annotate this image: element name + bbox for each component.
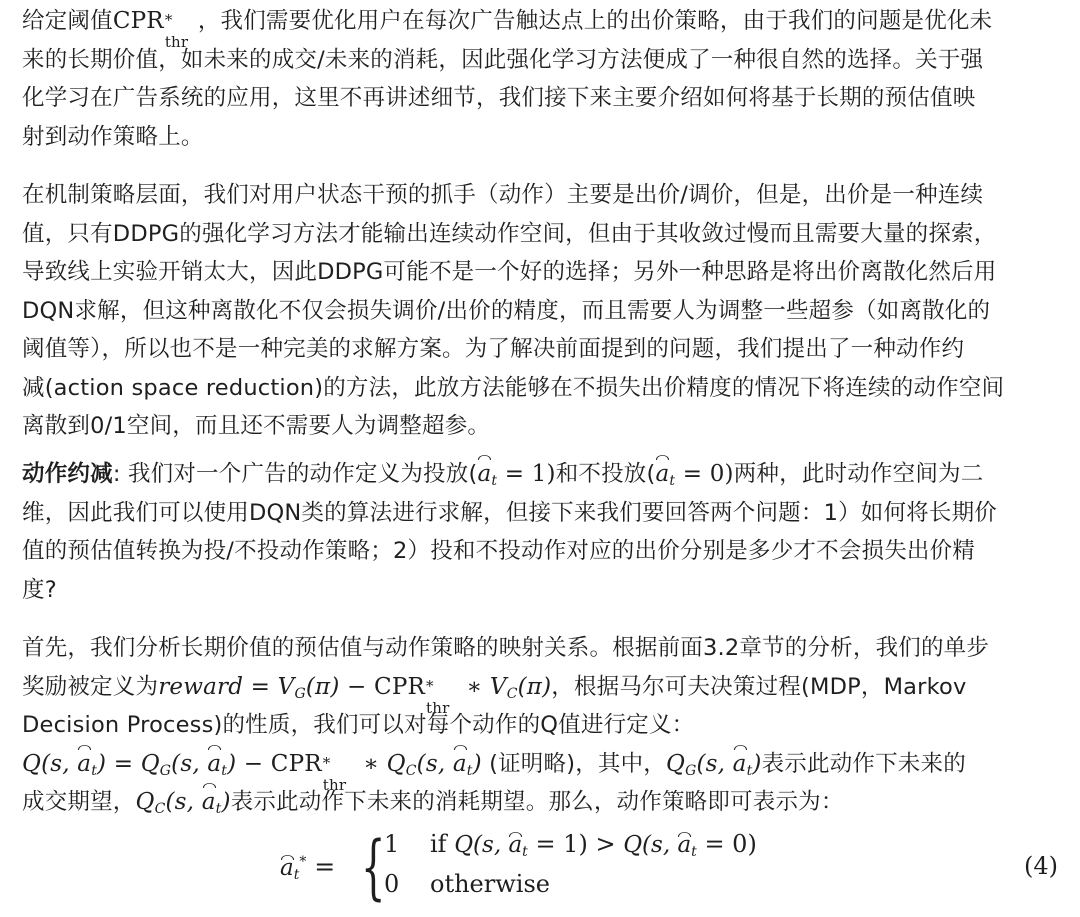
text-line: 离散到0/1空间，而且还不需要人为调整超参。: [22, 413, 491, 439]
equation-lhs: $a_t^*$ =: [280, 852, 336, 883]
text-line: 射到动作策略上。: [22, 123, 204, 150]
text-line: DQN求解，但这种离散化不仅会损失调价/出价的精度，而且需要人为调整一些超参（如离散化的: [22, 297, 991, 324]
math-a-hat: a: [655, 455, 669, 494]
text-line: 减(action space reduction)的方法，此放方法能够在不损失出价精度的情况下将连续的动作空间: [22, 374, 1005, 401]
text-line: 首先，我们分析长期价值的预估值与动作策略的映射关系。根据前面3.2章节的分析，我们的单步: [22, 635, 990, 661]
text-line: 值的预估值转换为投/不投动作策略；2）投和不投动作对应的出价分别是多少才不会损失出价精: [22, 538, 975, 564]
equation-number: (4): [1024, 852, 1058, 880]
text-line: 度?: [22, 576, 57, 603]
paragraph-action-reduction: [22, 455, 997, 609]
cases-brace: {: [361, 826, 386, 908]
paragraph-analysis: [22, 629, 989, 822]
text-line: 导致线上实验开销太大，因此DDPG可能不是一个好的选择；另外一种思路是将出价离散化然后用: [22, 259, 997, 285]
display-equation: [22, 822, 1062, 912]
text-span: 给定阈值: [22, 8, 113, 34]
math-a-hat: a: [477, 455, 491, 494]
text-line: Decision Process)的性质，我们可以对每个动作的Q值进行定义：: [22, 712, 695, 738]
bold-term: 动作约减: [22, 461, 113, 487]
text-line: 阈值等），所以也不是一种完美的求解方案。为了解决前面提到的问题，我们提出了一种动作约: [22, 336, 965, 362]
text-span: ，我们需要优化用户在每次广告触达点上的出价策略，由于我们的问题是优化未: [197, 8, 993, 34]
text-line: 来的长期价值，如未来的成交/未来的消耗，因此强化学习方法便成了一种很自然的选择。关于强: [22, 46, 984, 73]
text-line: 动作约减: 我们对一个广告的动作定义为投放$(a_t = 1)$和不投放$(a_t = 0)$两种，此时动作空间为二: [22, 455, 997, 494]
math-reward: reward: [158, 673, 244, 700]
text-line: 成交期望，$Q_C(s$, $a_t$)表示此动作下未来的消耗期望。那么，动作策略即可表示为：: [22, 783, 989, 822]
math-cpr: CPR * thr: [112, 8, 189, 51]
text-line: 值，只有DDPG的强化学习方法才能输出连续动作空间，但由于其收敛过慢而且需要大量的探索，: [22, 220, 997, 247]
text-line: [22, 2, 993, 51]
case-one: 1 if Q(s, $a_t = 1) > Q(s$, $a_t = 0$): [384, 830, 757, 860]
paragraph-intro: [22, 2, 992, 156]
text-line: 奖励被定义为reward = $V_G(\pi)$ − CPR * thr ∗ $V_C(\pi)$，根据马尔可夫决策过程(MDP，Markov: [22, 673, 967, 717]
case-two: 0 otherwise: [384, 870, 550, 898]
paragraph-mechanism: [22, 176, 1004, 446]
text-line: 在机制策略层面，我们对用户状态干预的抓手（动作）主要是出价/调价，但是，出价是一种连续: [22, 182, 984, 208]
text-line: 化学习在广告系统的应用，这里不再讲述细节，我们接下来主要介绍如何将基于长期的预估值映: [22, 85, 976, 111]
math-q: Q: [22, 750, 42, 777]
text-line: 维，因此我们可以使用DQN类的算法进行求解，但接下来我们要回答两个问题：1）如何将长期价: [22, 499, 997, 526]
text-line: Q(s, $a_t) = Q_G(s$, $a_t$) − CPR * thr ∗ $Q_C(s$, $a_t$) (证明略)，其中，$Q_G(s$, $a_t$)表示此动作下未来的: [22, 745, 989, 784]
